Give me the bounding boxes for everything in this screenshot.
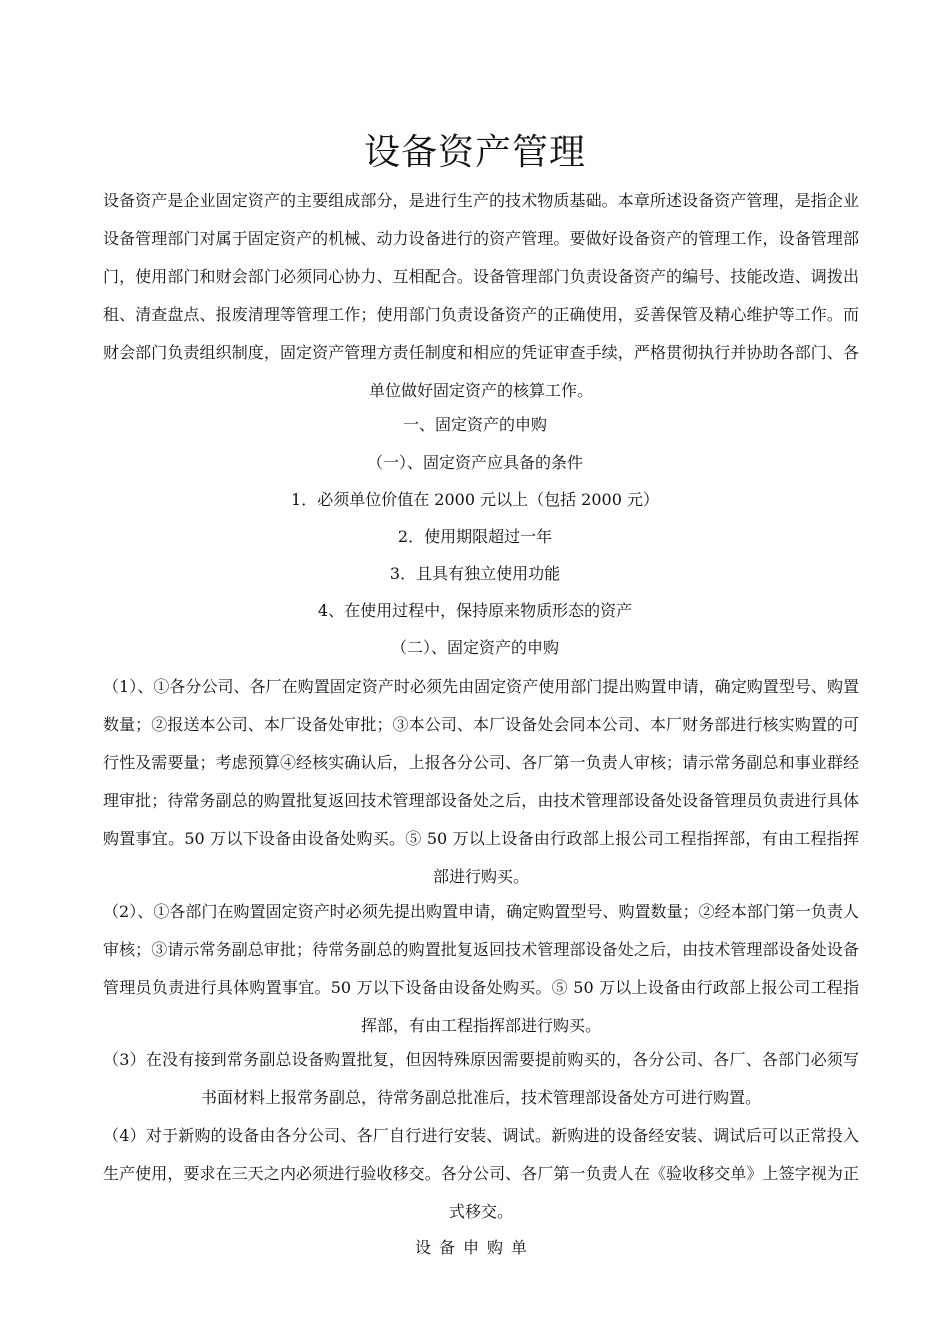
intro-paragraph: 设备资产是企业固定资产的主要组成部分，是进行生产的技术物质基础。本章所述设备资产管理，是指企业设备管理部门对属于固定资产的机械、动力设备进行的资产管理。要做好设备资产的管理工作，设备管理部门，使用部门和财会部门必须同心协力、互相配合。设备管理部门负责设备资产的编号、技能改造、调拨出租、清查盘点、报废清理等管理工作；使用部门负责设备资产的正确使用，妥善保管及精心维护等工作。而财会部门负责组织制度，固定资产管理方责任制度和相应的凭证审查手续，严格贯彻执行并协助各部门、各单位做好固定资产的核算工作。 — [103, 191, 859, 400]
section-heading: 一、固定资产的申购 — [402, 415, 547, 434]
condition-item: 2．使用期限超过一年 — [397, 527, 553, 546]
procedure-paragraph: （1）、①各分公司、各厂在购置固定资产时必须先由固定资产使用部门提出购置申请，确定购置型号、购置数量；②报送本公司、本厂设备处审批；③本公司、本厂设备处会同本公司、本厂财务部进行核实购置的可行性及需要量；考虑预算④经核实确认后，上报各分公司、各厂第一负责人审核；请示常务副总和事业群经理审批；待常务副总的购置批复返回技术管理部设备处之后，由技术管理部设备处设备管理员负责进行具体购置事宜。50 万以下设备由设备处购买。⑤ 50 万以上设备由行政部上报公司工程指挥部，有由工程指挥部进行购买。 — [103, 677, 859, 886]
subsection-heading-conditions: （一）、固定资产应具备的条件 — [366, 453, 583, 472]
form-title: 设备申购单 — [414, 1238, 535, 1257]
procedure-paragraph: （3）在没有接到常务副总设备购置批复，但因特殊原因需要提前购买的，各分公司、各厂、各部门必须写书面材料上报常务副总，待常务副总批准后，技术管理部设备处方可进行购置。 — [103, 1050, 859, 1107]
condition-item: 3．且具有独立使用功能 — [389, 564, 561, 583]
page-title: 设备资产管理 — [363, 132, 586, 173]
condition-item: 4、在使用过程中，保持原来物质形态的资产 — [317, 601, 633, 620]
procedure-paragraph: （4）对于新购的设备由各分公司、各厂自行进行安装、调试。新购进的设备经安装、调试后可以正常投入生产使用，要求在三天之内必须进行验收移交。各分公司、各厂第一负责人在《验收移交单》上签字视为正式移交。 — [103, 1126, 859, 1221]
subsection-heading-purchase: （二）、固定资产的申购 — [390, 638, 559, 657]
condition-item: 1．必须单位价值在 2000 元以上（包括 2000 元） — [291, 490, 659, 509]
procedure-paragraph: （2）、①各部门在购置固定资产时必须先提出购置申请，确定购置型号、购置数量；②经本部门第一负责人审核；③请示常务副总审批；待常务副总的购置批复返回技术管理部设备处之后，由技术管理部设备处设备管理员负责进行具体购置事宜。50 万以下设备由设备处购买。⑤ 50 万以上设备由行政部上报公司工程指挥部，有由工程指挥部进行购买。 — [103, 902, 859, 1035]
